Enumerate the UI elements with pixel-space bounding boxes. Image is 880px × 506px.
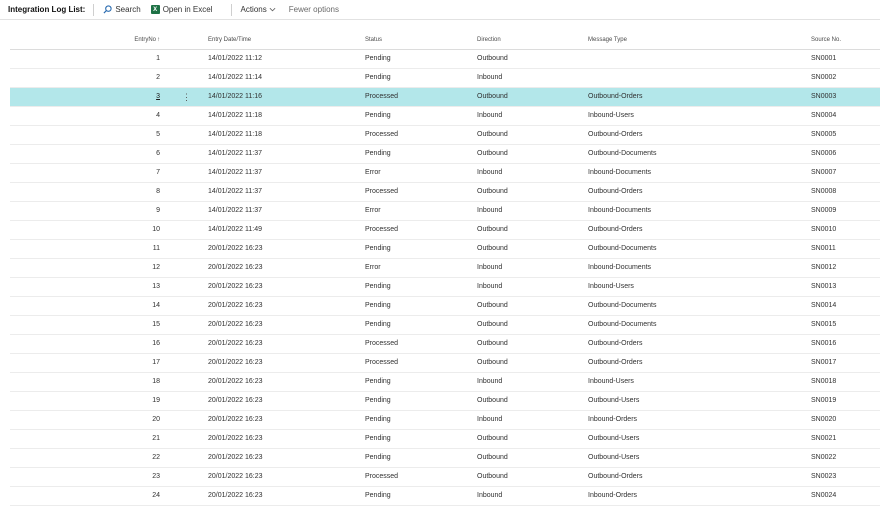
status-cell: Processed: [365, 188, 399, 195]
sort-ascending-icon: ↑: [157, 37, 160, 43]
entry-no-cell[interactable]: 2: [156, 74, 160, 81]
message-type-cell: Outbound-Orders: [588, 473, 643, 480]
source-no-cell: SN0023: [811, 473, 837, 480]
direction-cell: Outbound: [477, 359, 508, 366]
direction-cell: Outbound: [477, 226, 508, 233]
entry-date-time-cell: 20/01/2022 16:23: [208, 454, 263, 461]
action-bar: [0, 0, 880, 20]
status-cell: Pending: [365, 416, 391, 423]
status-cell: Pending: [365, 435, 391, 442]
message-type-cell: Outbound-Orders: [588, 188, 643, 195]
status-cell: Pending: [365, 302, 391, 309]
direction-cell: Inbound: [477, 112, 503, 119]
entry-no-cell[interactable]: 12: [152, 264, 160, 271]
direction-cell: Outbound: [477, 302, 508, 309]
direction-cell: Outbound: [477, 397, 508, 404]
actions-menu-button[interactable]: [241, 5, 279, 14]
table-row[interactable]: [10, 430, 880, 449]
table-row[interactable]: [10, 373, 880, 392]
message-type-cell: Outbound-Orders: [588, 226, 643, 233]
entry-date-time-cell: 14/01/2022 11:37: [208, 169, 262, 176]
direction-cell: Outbound: [477, 93, 508, 100]
source-no-cell: SN0009: [811, 207, 837, 214]
message-type-cell: Outbound-Users: [588, 435, 640, 442]
table-row[interactable]: [10, 354, 880, 373]
column-header-direction[interactable]: Direction: [477, 37, 501, 43]
message-type-cell: Outbound-Orders: [588, 340, 643, 347]
entry-date-time-cell: 20/01/2022 16:23: [208, 321, 263, 328]
entry-no-cell[interactable]: 11: [152, 245, 160, 252]
entry-date-time-cell: 20/01/2022 16:23: [208, 359, 263, 366]
direction-cell: Outbound: [477, 188, 508, 195]
status-cell: Processed: [365, 226, 399, 233]
grid-header: [10, 31, 880, 50]
status-cell: Pending: [365, 74, 391, 81]
open-in-excel-button[interactable]: [151, 5, 213, 14]
message-type-cell: Inbound-Users: [588, 283, 634, 290]
source-no-cell: SN0016: [811, 340, 837, 347]
fewer-options-button[interactable]: Fewer options: [288, 5, 339, 14]
message-type-cell: Inbound-Users: [588, 112, 634, 119]
entry-no-cell[interactable]: 22: [152, 454, 160, 461]
entry-no-cell[interactable]: 10: [152, 226, 160, 233]
direction-cell: Outbound: [477, 454, 508, 461]
message-type-cell: Inbound-Orders: [588, 492, 638, 499]
entry-no-cell[interactable]: 4: [156, 112, 160, 119]
status-cell: Pending: [365, 378, 391, 385]
source-no-cell: SN0021: [811, 435, 837, 442]
table-row[interactable]: [10, 297, 880, 316]
status-cell: Processed: [365, 340, 399, 347]
source-no-cell: SN0022: [811, 454, 837, 461]
entry-date-time-cell: 20/01/2022 16:23: [208, 397, 263, 404]
table-row[interactable]: [10, 221, 880, 240]
table-row[interactable]: [10, 145, 880, 164]
message-type-cell: Inbound-Users: [588, 378, 634, 385]
source-no-cell: SN0014: [811, 302, 837, 309]
source-no-cell: SN0015: [811, 321, 837, 328]
search-button[interactable]: [103, 5, 140, 14]
source-no-cell: SN0001: [811, 55, 837, 62]
source-no-cell: SN0004: [811, 112, 837, 119]
table-row[interactable]: [10, 183, 880, 202]
entry-date-time-cell: 20/01/2022 16:23: [208, 302, 263, 309]
message-type-cell: Outbound-Documents: [588, 150, 657, 157]
direction-cell: Inbound: [477, 264, 503, 271]
table-row[interactable]: [10, 240, 880, 259]
status-cell: Pending: [365, 397, 391, 404]
status-cell: Error: [365, 207, 381, 214]
table-row[interactable]: [10, 126, 880, 145]
entry-date-time-cell: 20/01/2022 16:23: [208, 245, 263, 252]
table-row[interactable]: [10, 411, 880, 430]
entry-no-cell[interactable]: 3: [156, 93, 160, 100]
source-no-cell: SN0002: [811, 74, 837, 81]
entry-no-cell[interactable]: 18: [152, 378, 160, 385]
status-cell: Error: [365, 169, 381, 176]
table-row[interactable]: [10, 259, 880, 278]
entry-no-cell[interactable]: 5: [156, 131, 160, 138]
message-type-cell: Inbound-Documents: [588, 207, 652, 214]
entry-no-cell[interactable]: 6: [156, 150, 160, 157]
status-cell: Error: [365, 264, 381, 271]
source-no-cell: SN0013: [811, 283, 837, 290]
entry-date-time-cell: 20/01/2022 16:23: [208, 340, 263, 347]
table-row[interactable]: [10, 69, 880, 88]
source-no-cell: SN0007: [811, 169, 837, 176]
direction-cell: Inbound: [477, 416, 503, 423]
direction-cell: Inbound: [477, 74, 503, 81]
status-cell: Processed: [365, 473, 399, 480]
source-no-cell: SN0006: [811, 150, 837, 157]
status-cell: Pending: [365, 321, 391, 328]
source-no-cell: SN0005: [811, 131, 837, 138]
entry-date-time-cell: 20/01/2022 16:23: [208, 264, 263, 271]
actions-label: Actions: [240, 5, 267, 14]
chevron-down-icon: [269, 7, 276, 12]
entry-no-cell[interactable]: 21: [152, 435, 160, 442]
column-header-status[interactable]: Status: [365, 37, 383, 43]
table-row[interactable]: [10, 316, 880, 335]
grid-body: [10, 50, 880, 506]
source-no-cell: SN0010: [811, 226, 837, 233]
table-row[interactable]: [10, 392, 880, 411]
entry-date-time-cell: 14/01/2022 11:37: [208, 207, 262, 214]
source-no-cell: SN0012: [811, 264, 837, 271]
message-type-cell: Outbound-Orders: [588, 359, 643, 366]
message-type-cell: Outbound-Documents: [588, 245, 657, 252]
status-cell: Pending: [365, 283, 391, 290]
column-header-entry-date-time[interactable]: Entry Date/Time: [208, 37, 252, 43]
entry-no-cell[interactable]: 23: [152, 473, 160, 480]
integration-log-grid: [10, 31, 880, 506]
table-row[interactable]: [10, 50, 880, 69]
source-no-cell: SN0011: [811, 245, 836, 252]
source-no-cell: SN0024: [811, 492, 837, 499]
direction-cell: Inbound: [477, 378, 503, 385]
column-header-source-no[interactable]: Source No.: [811, 37, 842, 43]
source-no-cell: SN0019: [811, 397, 837, 404]
entry-date-time-cell: 20/01/2022 16:23: [208, 283, 263, 290]
status-cell: Processed: [365, 93, 399, 100]
direction-cell: Outbound: [477, 473, 508, 480]
entry-date-time-cell: 20/01/2022 16:23: [208, 435, 263, 442]
message-type-cell: Outbound-Documents: [588, 321, 657, 328]
entry-date-time-cell: 14/01/2022 11:18: [208, 131, 262, 138]
entry-no-cell[interactable]: 7: [156, 169, 160, 176]
entry-no-cell[interactable]: 8: [156, 188, 160, 195]
entry-no-cell[interactable]: 17: [152, 359, 160, 366]
entry-date-time-cell: 14/01/2022 11:14: [208, 74, 262, 81]
message-type-cell: Outbound-Users: [588, 397, 640, 404]
source-no-cell: SN0017: [811, 359, 837, 366]
entry-no-cell[interactable]: 14: [152, 302, 160, 309]
message-type-cell: Inbound-Documents: [588, 169, 652, 176]
entry-date-time-cell: 20/01/2022 16:23: [208, 378, 263, 385]
entry-no-cell[interactable]: 15: [152, 321, 160, 328]
entry-date-time-cell: 20/01/2022 16:23: [208, 492, 263, 499]
entry-date-time-cell: 14/01/2022 11:37: [208, 188, 262, 195]
status-cell: Pending: [365, 245, 391, 252]
status-cell: Pending: [365, 454, 391, 461]
table-row[interactable]: [10, 468, 880, 487]
search-label: Search: [115, 5, 141, 14]
status-cell: Pending: [365, 55, 391, 62]
status-cell: Pending: [365, 112, 391, 119]
entry-date-time-cell: 14/01/2022 11:37: [208, 150, 262, 157]
entry-date-time-cell: 14/01/2022 11:16: [208, 93, 262, 100]
table-row[interactable]: [10, 88, 880, 107]
entry-no-cell[interactable]: 19: [152, 397, 160, 404]
entry-date-time-cell: 20/01/2022 16:23: [208, 473, 263, 480]
entry-date-time-cell: 20/01/2022 16:23: [208, 416, 263, 423]
column-header-entry-no[interactable]: [10, 31, 160, 49]
toolbar-divider: [93, 4, 94, 16]
entry-no-cell[interactable]: 1: [156, 55, 160, 62]
message-type-cell: Outbound-Orders: [588, 93, 643, 100]
entry-no-cell[interactable]: 13: [152, 283, 160, 290]
table-row[interactable]: [10, 202, 880, 221]
direction-cell: Inbound: [477, 169, 503, 176]
direction-cell: Outbound: [477, 150, 508, 157]
message-type-cell: Outbound-Documents: [588, 302, 657, 309]
direction-cell: Outbound: [477, 245, 508, 252]
message-type-cell: Outbound-Orders: [588, 131, 643, 138]
direction-cell: Inbound: [477, 283, 503, 290]
entry-no-cell[interactable]: 24: [152, 492, 160, 499]
status-cell: Processed: [365, 131, 399, 138]
status-cell: Pending: [365, 492, 391, 499]
message-type-cell: Inbound-Orders: [588, 416, 638, 423]
source-no-cell: SN0020: [811, 416, 837, 423]
entry-date-time-cell: 14/01/2022 11:49: [208, 226, 262, 233]
source-no-cell: SN0018: [811, 378, 837, 385]
entry-no-cell[interactable]: 9: [156, 207, 160, 214]
source-no-cell: SN0008: [811, 188, 837, 195]
table-row[interactable]: [10, 164, 880, 183]
status-cell: Processed: [365, 359, 399, 366]
direction-cell: Outbound: [477, 131, 508, 138]
direction-cell: Outbound: [477, 55, 508, 62]
page-title: Integration Log List:: [8, 5, 86, 14]
more-options-icon[interactable]: ⋮: [182, 92, 191, 102]
open-in-excel-label: Open in Excel: [162, 5, 213, 14]
column-header-message-type[interactable]: Message Type: [588, 37, 627, 43]
table-row[interactable]: [10, 449, 880, 468]
table-row[interactable]: [10, 278, 880, 297]
excel-icon: X: [151, 5, 160, 14]
entry-no-header-label: EntryNo: [134, 37, 156, 43]
direction-cell: Outbound: [477, 340, 508, 347]
direction-cell: Inbound: [477, 207, 503, 214]
search-icon: [103, 5, 112, 14]
source-no-cell: SN0003: [811, 93, 837, 100]
message-type-cell: Inbound-Documents: [588, 264, 652, 271]
table-row[interactable]: [10, 487, 880, 506]
entry-date-time-cell: 14/01/2022 11:12: [208, 55, 262, 62]
direction-cell: Outbound: [477, 321, 508, 328]
table-row[interactable]: [10, 107, 880, 126]
status-cell: Pending: [365, 150, 391, 157]
entry-no-cell[interactable]: 20: [152, 416, 160, 423]
table-row[interactable]: [10, 335, 880, 354]
entry-no-cell[interactable]: 16: [152, 340, 160, 347]
entry-date-time-cell: 14/01/2022 11:18: [208, 112, 262, 119]
toolbar-divider-2: [231, 4, 232, 16]
message-type-cell: Outbound-Users: [588, 454, 640, 461]
direction-cell: Inbound: [477, 492, 503, 499]
direction-cell: Outbound: [477, 435, 508, 442]
